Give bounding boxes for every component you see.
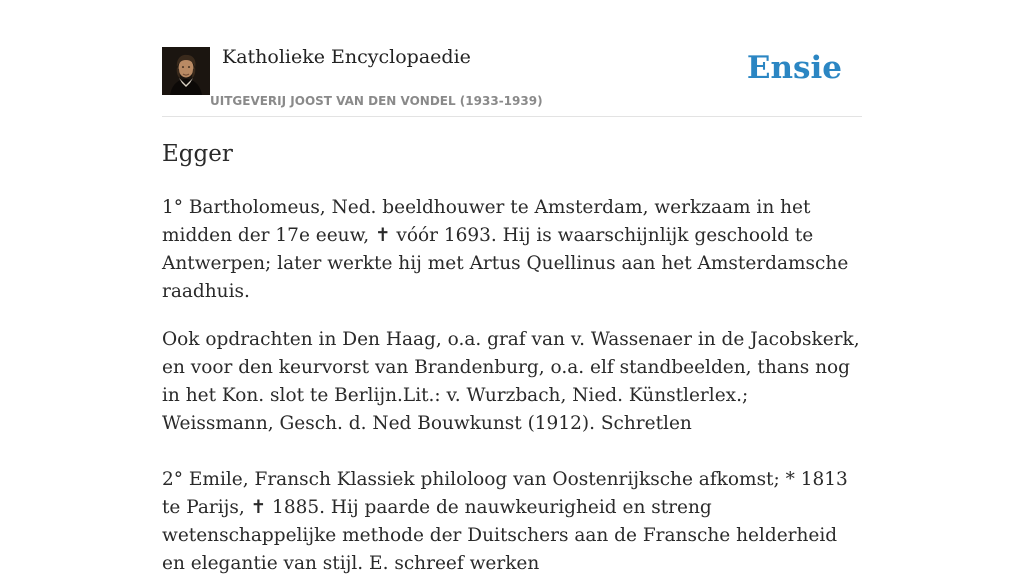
paragraph: 1° Bartholomeus, Ned. beeldhouwer te Amsterdam, werkzaam in het midden der 17e eeuw, ✝ vóór 1693. Hij is waarschijnlijk geschoold te Antwerpen; later werkte hij met Artus Quellinus aan het Amsterdamsche raadhuis. [162, 197, 849, 302]
site-title[interactable]: Katholieke Encyclopaedie [222, 46, 471, 68]
site-header [162, 40, 862, 117]
paragraph: Ook opdrachten in Den Haag, o.a. graf van v. Wassenaer in de Jacobskerk, en voor den keurvorst van Brandenburg, o.a. elf standbeelden, thans nog in het Kon. slot te Berlijn.Lit.: v. Wurzbach, Nied. Künstlerlex.; Weissmann, Gesch. d. Ned Bouwkunst (1912). Schretlen [162, 329, 860, 434]
portrait-avatar-icon[interactable] [162, 47, 210, 95]
article-title: Egger [162, 141, 233, 167]
article [162, 136, 862, 578]
publisher-label: UITGEVERIJ JOOST VAN DEN VONDEL (1933-1939) [210, 94, 543, 108]
brand-logo[interactable]: Ensie [746, 50, 842, 86]
paragraph: 2° Emile, Fransch Klassiek philoloog van Oostenrijksche afkomst; * 1813 te Parijs, ✝ 1885. Hij paarde de nauwkeurigheid en streng wetenschappelijke methode der Duitschers aan de Fransche helderheid en elegantie van stijl. E. schreef werken [162, 469, 848, 574]
